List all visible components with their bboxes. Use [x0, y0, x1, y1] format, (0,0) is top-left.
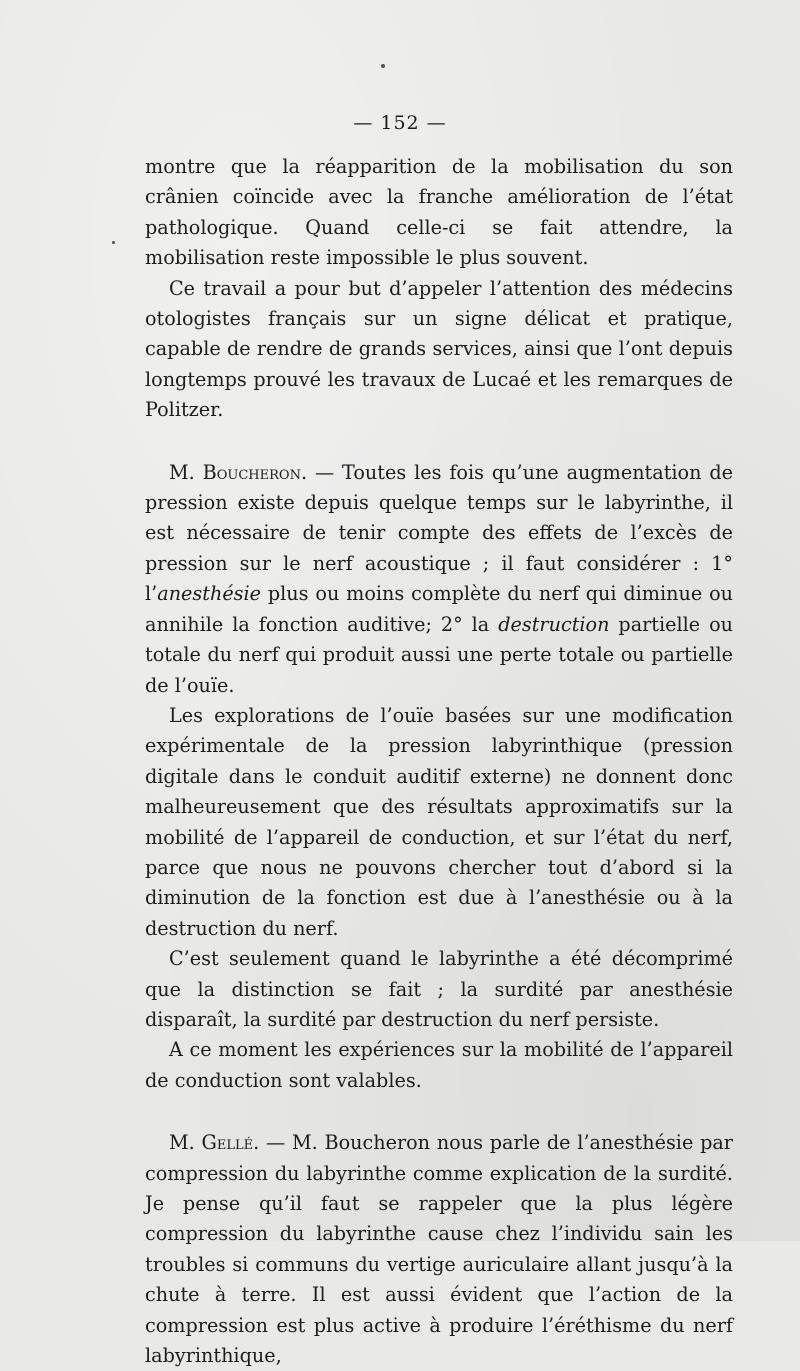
- body-text: [145, 152, 733, 1371]
- boucheron-text-c: partielle ou totale du nerf qui produit aussi une perte totale ou partielle de l’ouïe.: [145, 612, 734, 697]
- gelle-text: — M. Boucheron nous parle de l’anesthésie par compression du labyrinthe comme explication de la surdité. Je pense qu’il faut se rappeler que la plus légère compression du labyrinthe cause chez l’individu sain les troubles si communs du vertige auriculaire allant jusqu’à la chute à terre. Il est aussi évident que l’action de la compression est plus active à produire l’éréthisme du nerf labyrinthique,: [145, 1131, 733, 1368]
- paragraph-4: Les explorations de l’ouïe basées sur une modification expérimentale de la pression labyrinthique (pression digitale dans le conduit auditif externe) ne donnent donc malheureusement que des résultats approximatifs sur la mobilité de l’appareil de conduction, et sur l’état du nerf, parce que nous ne pouvons chercher tout d’abord si la diminution de la fonction est due à l’anesthésie ou à la destruction du nerf.: [145, 703, 733, 940]
- speaker-gelle: M. Gellé.: [169, 1131, 260, 1155]
- paragraph-6: A ce moment les expériences sur la mobilité de l’appareil de conduction sont valables.: [145, 1038, 733, 1092]
- emphasis-destruction: destruction: [498, 612, 610, 636]
- boucheron-text-a: — Toutes les fois qu’une augmentation de pression existe depuis quelque temps sur le labyrinthe, il est nécessaire de tenir compte des effets de l’excès de pression sur le nerf acoustique ; il faut considérer : 1° l’: [145, 460, 733, 606]
- paragraph-1: montre que la réapparition de la mobilisation du son crânien coïncide avec la franche amélioration de l’état pathologique. Quand celle-ci se fait attendre, la mobilisation reste impossible le plus souvent.: [145, 155, 733, 270]
- emphasis-anesthesie: anesthésie: [157, 582, 262, 606]
- speaker-boucheron: M. Boucheron.: [169, 460, 308, 484]
- page-number: — 152 —: [353, 112, 447, 134]
- ink-speck: [381, 64, 385, 68]
- paragraph-boucheron: [145, 458, 733, 701]
- boucheron-text-b: plus ou moins complète du nerf qui diminue ou annihile la fonction auditive; 2° la: [145, 582, 733, 636]
- paragraph-5: C’est seulement quand le labyrinthe a été décomprimé que la distinction se fait ; la surdité par anesthésie disparaît, la surdité par destruction du nerf persiste.: [145, 947, 733, 1031]
- ink-speck: [112, 241, 115, 244]
- paragraph-2: Ce travail a pour but d’appeler l’attention des médecins otologistes français sur un signe délicat et pratique, capable de rendre de grands services, ainsi que l’ont depuis longtemps prouvé les travaux de Lucaé et les remarques de Politzer.: [145, 276, 733, 422]
- paragraph-gelle: [145, 1128, 733, 1371]
